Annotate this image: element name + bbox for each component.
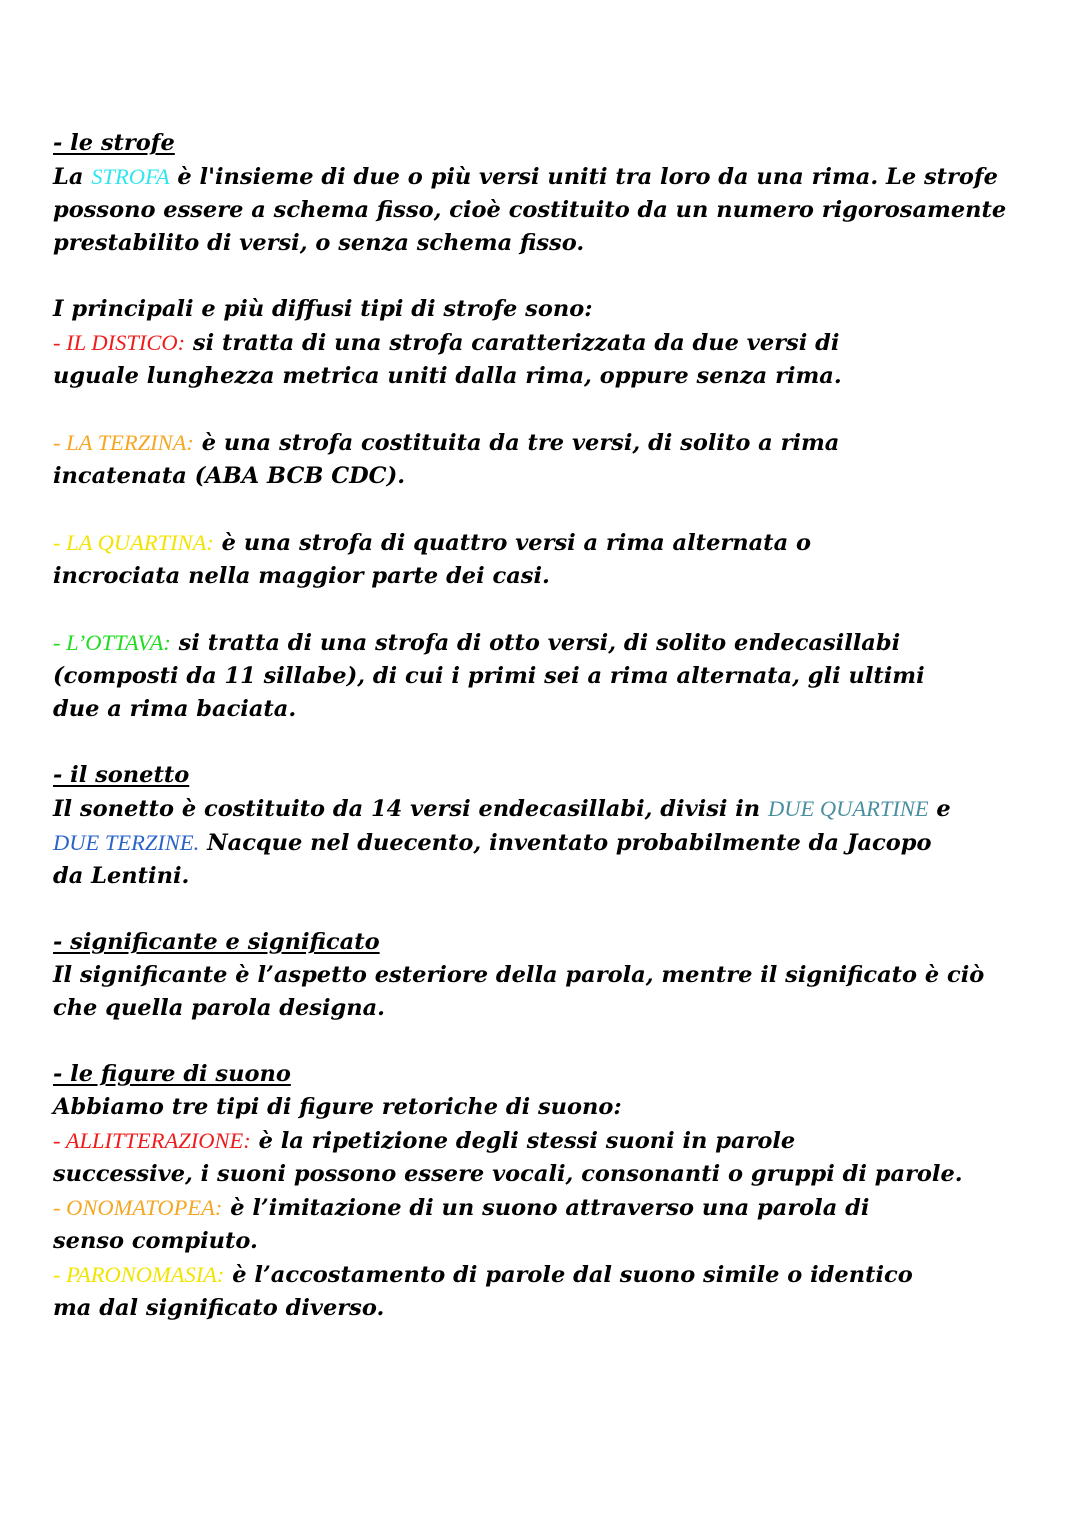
term-onomatopea: - ONOMATOPEA: <box>53 1195 223 1220</box>
spacer <box>53 726 1043 759</box>
spacer <box>53 260 1043 293</box>
term-due-terzine: DUE TERZINE. <box>53 830 200 855</box>
heading-strofe: - le strofe <box>53 130 175 156</box>
heading-figure-di-suono: - le figure di suono <box>53 1061 291 1087</box>
significante-line-1: Il significante è l’aspetto esteriore della parola, mentre il significato è ciò <box>53 962 985 988</box>
sonetto-line-3: da Lentini. <box>53 863 190 889</box>
quartina-line-1 <box>53 526 1043 560</box>
terzina-line-2: incatenata (ABA BCB CDC). <box>53 463 406 489</box>
heading-significante: - significante e significato <box>53 929 380 955</box>
ottava-line-1 <box>53 626 1043 660</box>
strofe-intro-line-3: prestabilito di versi, o senza schema fisso. <box>53 230 585 256</box>
spacer <box>53 593 1043 626</box>
text: si tratta di una strofa di otto versi, di solito endecasillabi <box>170 630 901 656</box>
term-allitterazione: - ALLITTERAZIONE: <box>53 1128 251 1153</box>
term-quartina: - LA QUARTINA: <box>53 530 214 555</box>
heading-sonetto: - il sonetto <box>53 762 190 788</box>
distico-line-1 <box>53 326 1043 360</box>
text: Il sonetto è costituito da 14 versi endecasillabi, divisi in <box>53 796 768 822</box>
spacer <box>53 493 1043 526</box>
term-paronomasia: - PARONOMASIA: <box>53 1262 225 1287</box>
text: e <box>928 796 951 822</box>
text: è l’accostamento di parole dal suono simile o identico <box>224 1262 913 1288</box>
text: è l'insieme di due o più versi uniti tra loro da una rima. Le strofe <box>169 164 998 190</box>
term-due-quartine: DUE QUARTINE <box>767 796 929 821</box>
text: è una strofa di quattro versi a rima alternata o <box>213 530 811 556</box>
term-terzina: - LA TERZINA: <box>53 430 194 455</box>
onomatopea-line-1 <box>53 1191 1043 1225</box>
distico-line-2: uguale lunghezza metrica uniti dalla rima, oppure senza rima. <box>53 363 842 389</box>
spacer <box>53 893 1043 926</box>
text: si tratta di una strofa caratterizzata da due versi di <box>185 330 840 356</box>
text: è la ripetizione degli stessi suoni in parole <box>250 1128 796 1154</box>
spacer <box>53 1025 1043 1058</box>
allitterazione-line-2: successive, i suoni possono essere vocali, consonanti o gruppi di parole. <box>53 1161 963 1187</box>
strofe-types-intro: I principali e più diffusi tipi di strofe sono: <box>53 296 593 322</box>
text: è l’imitazione di un suono attraverso una parola di <box>222 1195 870 1221</box>
paronomasia-line-2: ma dal significato diverso. <box>53 1295 385 1321</box>
terzina-line-1 <box>53 426 1043 460</box>
spacer <box>53 393 1043 426</box>
strofe-intro-line-2: possono essere a schema fisso, cioè costituito da un numero rigorosamente <box>53 197 1007 223</box>
document-body <box>53 127 1043 1325</box>
sonetto-line-1 <box>53 792 1043 826</box>
text: è una strofa costituita da tre versi, di solito a rima <box>193 430 840 456</box>
paronomasia-line-1 <box>53 1258 1043 1292</box>
term-ottava: - L’OTTAVA: <box>53 630 171 655</box>
quartina-line-2: incrociata nella maggior parte dei casi. <box>53 563 550 589</box>
ottava-line-3: due a rima baciata. <box>53 696 297 722</box>
strofe-intro-line-1 <box>53 160 1043 194</box>
ottava-line-2: (composti da 11 sillabe), di cui i primi sei a rima alternata, gli ultimi <box>53 663 925 689</box>
figure-intro: Abbiamo tre tipi di figure retoriche di suono: <box>53 1094 622 1120</box>
text: La <box>53 164 92 190</box>
text: Nacque nel duecento, inventato probabilmente da Jacopo <box>199 830 932 856</box>
sonetto-line-2 <box>53 826 1043 860</box>
term-distico: - IL DISTICO: <box>53 330 186 355</box>
significante-line-2: che quella parola designa. <box>53 995 386 1021</box>
term-strofa: STROFA <box>91 164 170 189</box>
onomatopea-line-2: senso compiuto. <box>53 1228 258 1254</box>
allitterazione-line-1 <box>53 1124 1043 1158</box>
